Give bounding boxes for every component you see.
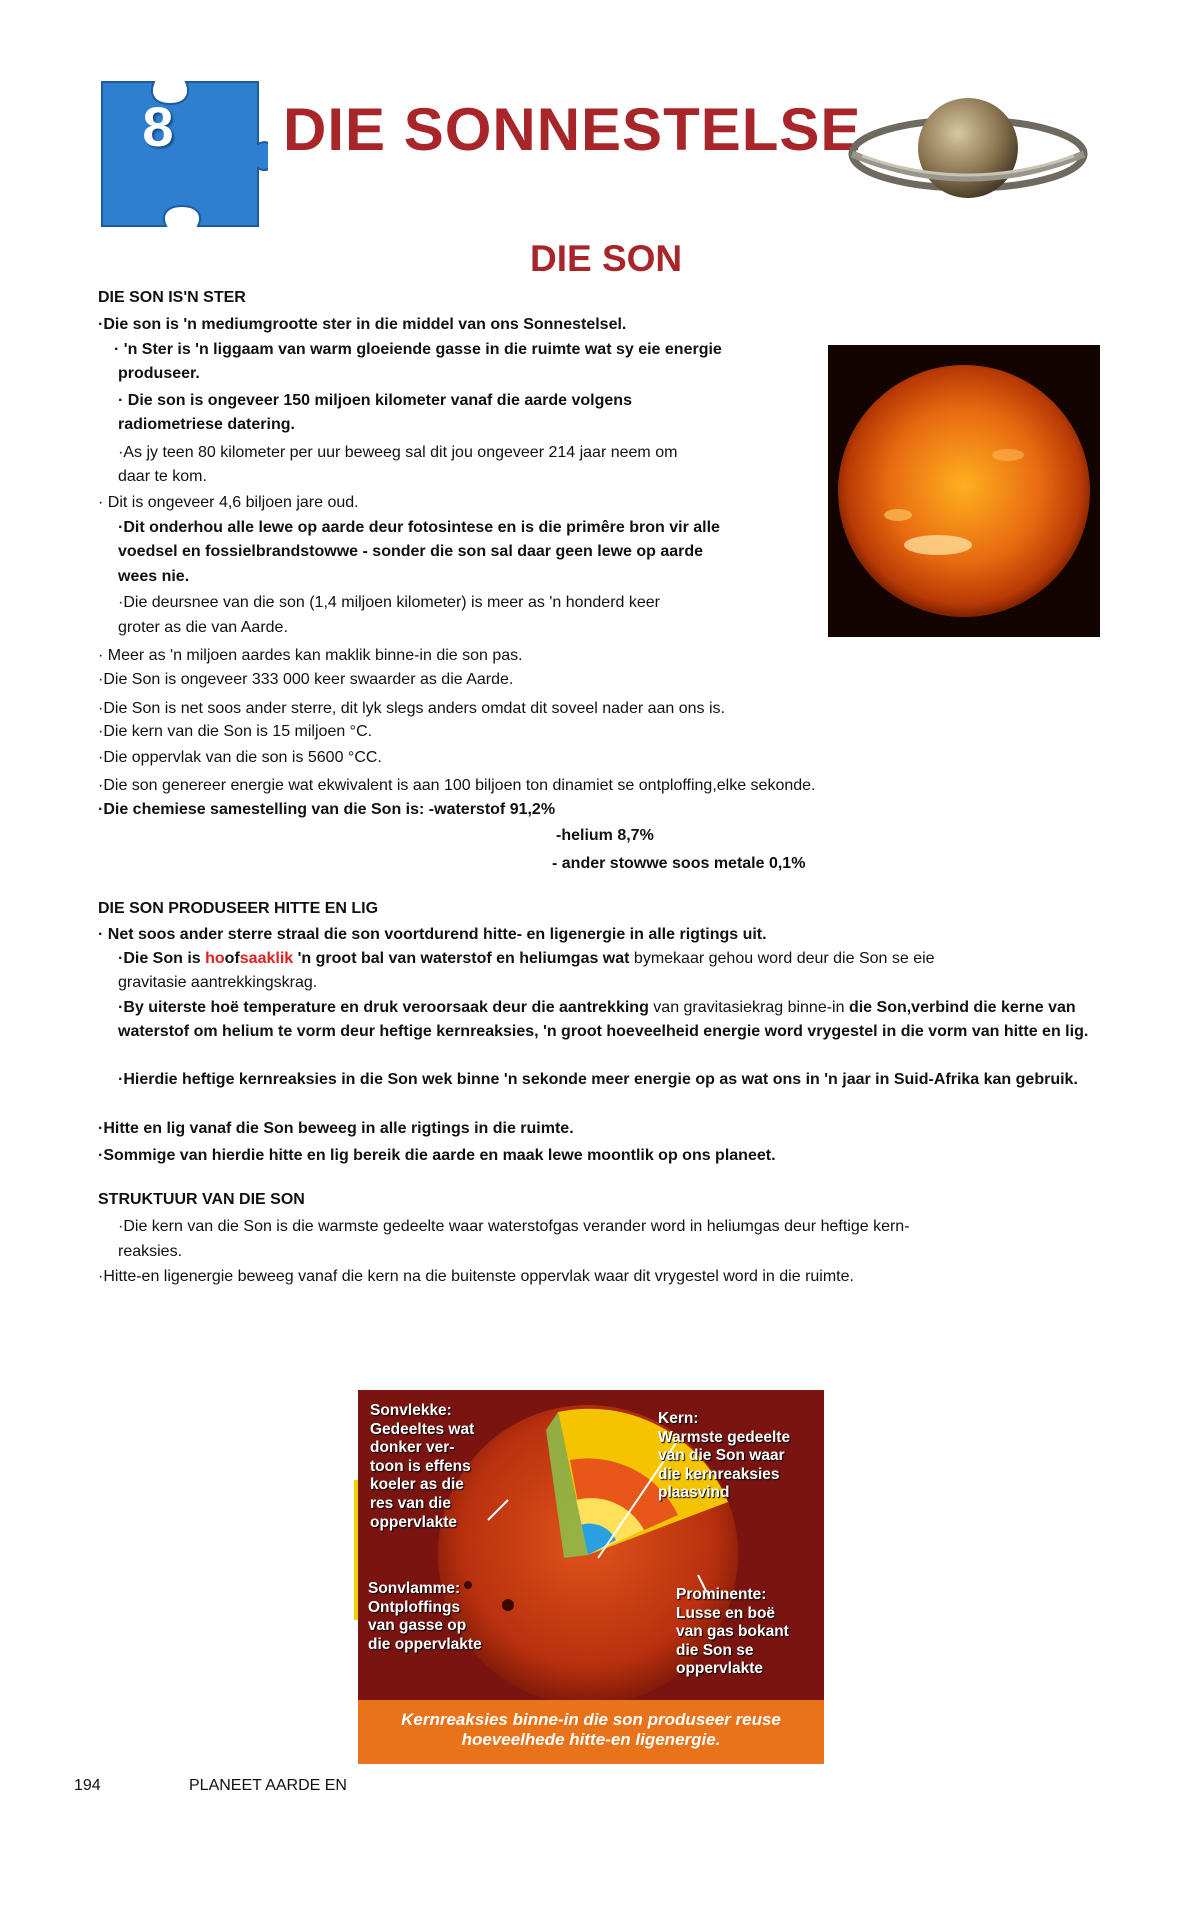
section-title: DIE SON — [530, 238, 683, 279]
label-sunspots: Sonvlekke: Gedeeltes wat donker ver- toon is effens koeler as die res van die oppervlakte — [370, 1402, 475, 1531]
text-line: · Meer as 'n miljoen aardes kan maklik binne-in die son pas. — [98, 647, 523, 664]
text-span: die Son,verbind die kerne van waterstof om helium te vorm deur heftige kernreaksies, 'n groot hoeveelheid energie word vrygestel in die vorm van hitte en lig. — [118, 999, 1089, 1040]
text-line: ·Die son is 'n mediumgrootte ster in die middel van ons Sonnestelsel. — [98, 316, 627, 333]
section-heading-struktuur: STRUKTUUR VAN DIE SON — [98, 1191, 305, 1208]
text-line: ·Die kern van die Son is 15 miljoen °C. — [98, 723, 373, 740]
text-line: ·Hitte en lig vanaf die Son beweeg in alle rigtings in die ruimte. — [98, 1120, 574, 1137]
text-line: groter as die van Aarde. — [118, 619, 288, 636]
text-line: ·Die Son is ongeveer 333 000 keer swaarder as die Aarde. — [98, 671, 514, 688]
text-line: ·As jy teen 80 kilometer per uur beweeg sal dit jou ongeveer 214 jaar neem om — [118, 444, 678, 461]
label-flares: Sonvlamme: Ontploffings van gasse op die oppervlakte — [368, 1580, 482, 1653]
text-line: ·Die chemiese samestelling van die Son is: -waterstof 91,2% — [98, 801, 556, 818]
text-span: ·By uiterste hoë temperature en druk veroorsaak deur die aantrekking — [118, 999, 649, 1016]
label-prominences: Prominente: Lusse en boë van gas bokant die Son se oppervlakte — [676, 1586, 789, 1678]
text-line — [118, 947, 935, 971]
book-title: PLANEET AARDE EN — [189, 1777, 347, 1794]
chapter-number: 8 — [142, 95, 174, 158]
highlight-span: saaklik — [239, 950, 294, 967]
text-line: -helium 8,7% — [556, 827, 654, 844]
text-paragraph — [118, 996, 1114, 1044]
diagram-caption: Kernreaksies binne-in die son produseer reuse hoeveelhede hitte-en ligenergie. — [358, 1700, 824, 1764]
text-line: ·Hitte-en ligenergie beweeg vanaf die kern na die buitenste oppervlak waar dit vrygestel word in die ruimte. — [98, 1268, 854, 1285]
text-line: ·Dit onderhou alle lewe op aarde deur fotosintese en is die primêre bron vir alle — [118, 519, 720, 536]
section-heading-ster: DIE SON IS'N STER — [98, 289, 246, 306]
text-span: of — [224, 950, 240, 967]
text-span: ·Die Son is — [118, 950, 206, 967]
highlight-span: ho — [205, 950, 225, 967]
saturn-icon — [848, 90, 1088, 210]
text-span: van gravitasiekrag binne-in — [648, 999, 849, 1016]
page-title: DIE SONNESTELSE — [283, 96, 862, 163]
text-line: · Dit is ongeveer 4,6 biljoen jare oud. — [98, 494, 359, 511]
text-line: ·Sommige van hierdie hitte en lig bereik die aarde en maak lewe moontlik op ons planeet. — [98, 1147, 776, 1164]
text-line: ·Die deursnee van die son (1,4 miljoen kilometer) is meer as 'n honderd keer — [118, 594, 660, 611]
text-line: · Net soos ander sterre straal die son voortdurend hitte- en ligenergie in alle rigtings uit. — [98, 926, 767, 943]
section-heading-hitte: DIE SON PRODUSEER HITTE EN LIG — [98, 900, 379, 917]
text-line: · 'n Ster is 'n liggaam van warm gloeiende gasse in die ruimte wat sy eie energie — [114, 341, 722, 358]
text-line: produseer. — [118, 365, 200, 382]
text-span: 'n groot bal van waterstof en heliumgas wat — [293, 950, 630, 967]
text-line: radiometriese datering. — [118, 416, 295, 433]
text-paragraph: ·Hierdie heftige kernreaksies in die Son wek binne 'n sekonde meer energie op as wat ons in 'n jaar in Suid-Afrika kan gebruik. — [118, 1071, 1078, 1088]
page-number: 194 — [74, 1777, 101, 1794]
text-line: daar te kom. — [118, 468, 207, 485]
text-line: reaksies. — [118, 1243, 183, 1260]
text-line: · Die son is ongeveer 150 miljoen kilometer vanaf die aarde volgens — [118, 392, 632, 409]
sun-structure-diagram — [358, 1390, 824, 1764]
sun-photo — [828, 345, 1100, 637]
text-line: wees nie. — [118, 568, 190, 585]
label-core: Kern: Warmste gedeelte van die Son waar die kernreaksies plaasvind — [658, 1410, 791, 1502]
text-line: ·Die Son is net soos ander sterre, dit lyk slegs anders omdat dit soveel nader aan ons is. — [98, 700, 725, 717]
text-line: - ander stowwe soos metale 0,1% — [552, 855, 806, 872]
text-line: ·Die son genereer energie wat ekwivalent is aan 100 biljoen ton dinamiet se ontploffing,elke sekonde. — [98, 777, 816, 794]
text-line: ·Die oppervlak van die son is 5600 °CC. — [98, 749, 382, 766]
text-line: gravitasie aantrekkingskrag. — [118, 974, 318, 991]
text-span: bymekaar gehou word deur die Son se eie — [629, 950, 935, 967]
text-line: voedsel en fossielbrandstowwe - sonder die son sal daar geen lewe op aarde — [118, 543, 704, 560]
text-line: ·Die kern van die Son is die warmste gedeelte waar waterstofgas verander word in heliumgas deur heftige kern- — [118, 1218, 910, 1235]
